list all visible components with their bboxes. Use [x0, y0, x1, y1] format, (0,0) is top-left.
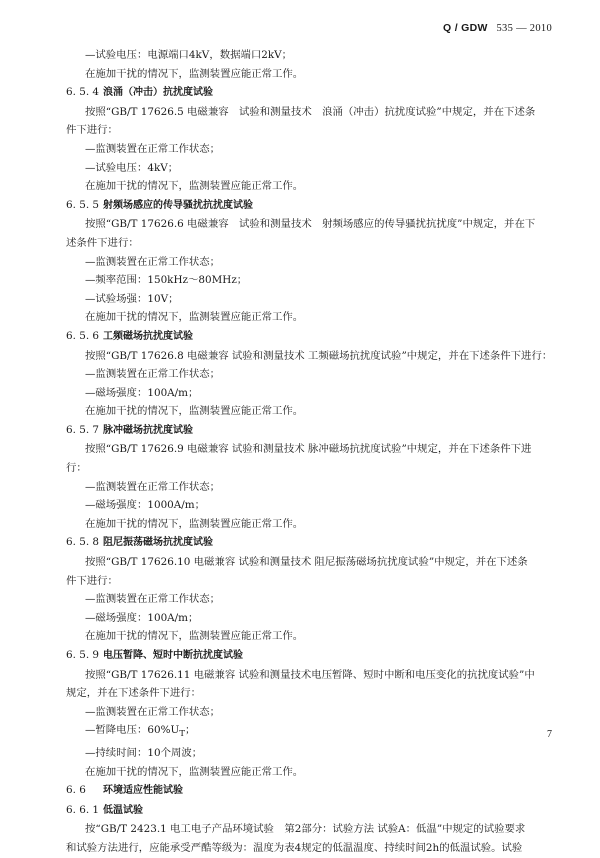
list-item-text: —暂降电压：60%U: [85, 724, 180, 737]
section-heading: [66, 533, 544, 553]
paragraph-line: 在施加干扰的情况下，监测装置应能正常工作。: [85, 405, 304, 418]
page-header: [443, 22, 552, 34]
paragraph-line: 在施加干扰的情况下，监测装置应能正常工作。: [85, 311, 304, 324]
list-item: —持续时间：10个周波；: [85, 747, 203, 760]
list-item: —监测装置在正常工作状态；: [85, 142, 221, 155]
list-item: —试验电压：电源端口4kV，数据端口2kV；: [85, 49, 293, 61]
page-number: 7: [547, 729, 552, 740]
section-number: 6. 6. 1: [66, 803, 100, 816]
paragraph-line: 在施加干扰的情况下，监测装置应能正常工作。: [85, 765, 304, 778]
section-title: 射频场感应的传导骚扰抗扰度试验: [103, 199, 253, 211]
paragraph-line: 在施加干扰的情况下，监测装置应能正常工作。: [85, 517, 304, 530]
section-number: 6. 5. 4: [66, 86, 100, 99]
list-item: —磁场强度：100A/m；: [85, 386, 199, 399]
paragraph-line: 在施加干扰的情况下，监测装置应能正常工作。: [85, 630, 304, 643]
section-number: 6. 6: [66, 784, 86, 797]
section-heading: [66, 781, 544, 801]
paragraph-line: 按照“GB/T 17626.11 电磁兼容 试验和测量技术电压暂降、短时中断和电压变化的抗扰度试验”中: [85, 668, 535, 681]
section-title: 低温试验: [103, 804, 143, 816]
section-title: 阻尼振荡磁场抗扰度试验: [103, 537, 213, 549]
list-item: —监测装置在正常工作状态；: [85, 705, 221, 718]
paragraph-line: 在施加干扰的情况下，监测装置应能正常工作。: [85, 180, 304, 193]
standard-number: 535 — 2010: [496, 23, 552, 34]
paragraph-line: 按照“GB/T 17626.9 电磁兼容 试验和测量技术 脉冲磁场抗扰度试验”中规定，并在下述条件下进: [85, 443, 532, 456]
list-item: —磁场强度：1000A/m；: [85, 499, 206, 512]
list-item: —监测装置在正常工作状态；: [85, 368, 221, 381]
paragraph-continuation: 件下进行：: [66, 574, 118, 587]
list-item: —磁场强度：100A/m；: [85, 611, 199, 624]
section-heading: [66, 196, 544, 216]
document-body: [66, 46, 553, 858]
subscript: T: [179, 729, 185, 740]
list-item: —频率范围：150kHz～80MHz；: [85, 274, 248, 287]
paragraph-continuation: 述条件下进行：: [66, 236, 139, 249]
standard-code: Q / GDW: [443, 22, 488, 34]
list-item: —试验场强：10V；: [85, 292, 179, 305]
list-item: —试验电压：4kV；: [85, 161, 179, 174]
section-number: 6. 5. 6: [66, 329, 100, 342]
section-heading: [66, 646, 544, 666]
paragraph-line: 按照“GB/T 17626.6 电磁兼容 试验和测量技术 射频场感应的传导骚扰抗扰度”中规定，并在下: [85, 218, 536, 231]
paragraph-line: 按照“GB/T 17626.8 电磁兼容 试验和测量技术 工频磁场抗扰度试验”中规定，并在下述条件下进行：: [85, 349, 553, 362]
list-item: —监测装置在正常工作状态；: [85, 480, 221, 493]
list-item-suffix: ；: [184, 724, 196, 737]
section-title: 脉冲磁场抗扰度试验: [103, 424, 193, 436]
list-item: —监测装置在正常工作状态；: [85, 593, 221, 606]
section-number: 6. 5. 9: [66, 649, 100, 661]
list-item: —监测装置在正常工作状态；: [85, 255, 221, 268]
section-heading: [66, 801, 544, 821]
section-title: 工频磁场抗扰度试验: [103, 330, 193, 342]
section-heading: [66, 421, 544, 441]
paragraph-line: 按“GB/T 2423.1 电工电子产品环境试验 第2部分：试验方法 试验A：低温”中规定的试验要求: [85, 823, 526, 836]
paragraph-continuation: 和试验方法进行，应能承受严酷等级为：温度为表4规定的低温温度、持续时间2h的低温试验。试验: [66, 842, 523, 855]
paragraph-continuation: 规定，并在下述条件下进行：: [66, 687, 202, 700]
paragraph-line: 在施加干扰的情况下，监测装置应能正常工作。: [85, 67, 304, 80]
paragraph-continuation: 行：: [66, 462, 87, 475]
section-heading: [66, 83, 544, 103]
section-number: 6. 5. 5: [66, 198, 100, 211]
section-heading: [66, 327, 544, 347]
section-title: 浪涌（冲击）抗扰度试验: [103, 87, 213, 99]
list-item: [66, 721, 544, 744]
section-title: 电压暂降、短时中断抗扰度试验: [103, 650, 243, 661]
paragraph-line: 按照“GB/T 17626.5 电磁兼容 试验和测量技术 浪涌（冲击）抗扰度试验”中规定，并在下述条: [85, 105, 536, 118]
section-number: 6. 5. 7: [66, 423, 100, 436]
section-number: 6. 5. 8: [66, 536, 100, 549]
paragraph-continuation: 件下进行：: [66, 124, 118, 137]
section-title: 环境适应性能试验: [103, 785, 183, 797]
paragraph-line: 按照“GB/T 17626.10 电磁兼容 试验和测量技术 阻尼振荡磁场抗扰度试验”中规定，并在下述条: [85, 556, 528, 569]
